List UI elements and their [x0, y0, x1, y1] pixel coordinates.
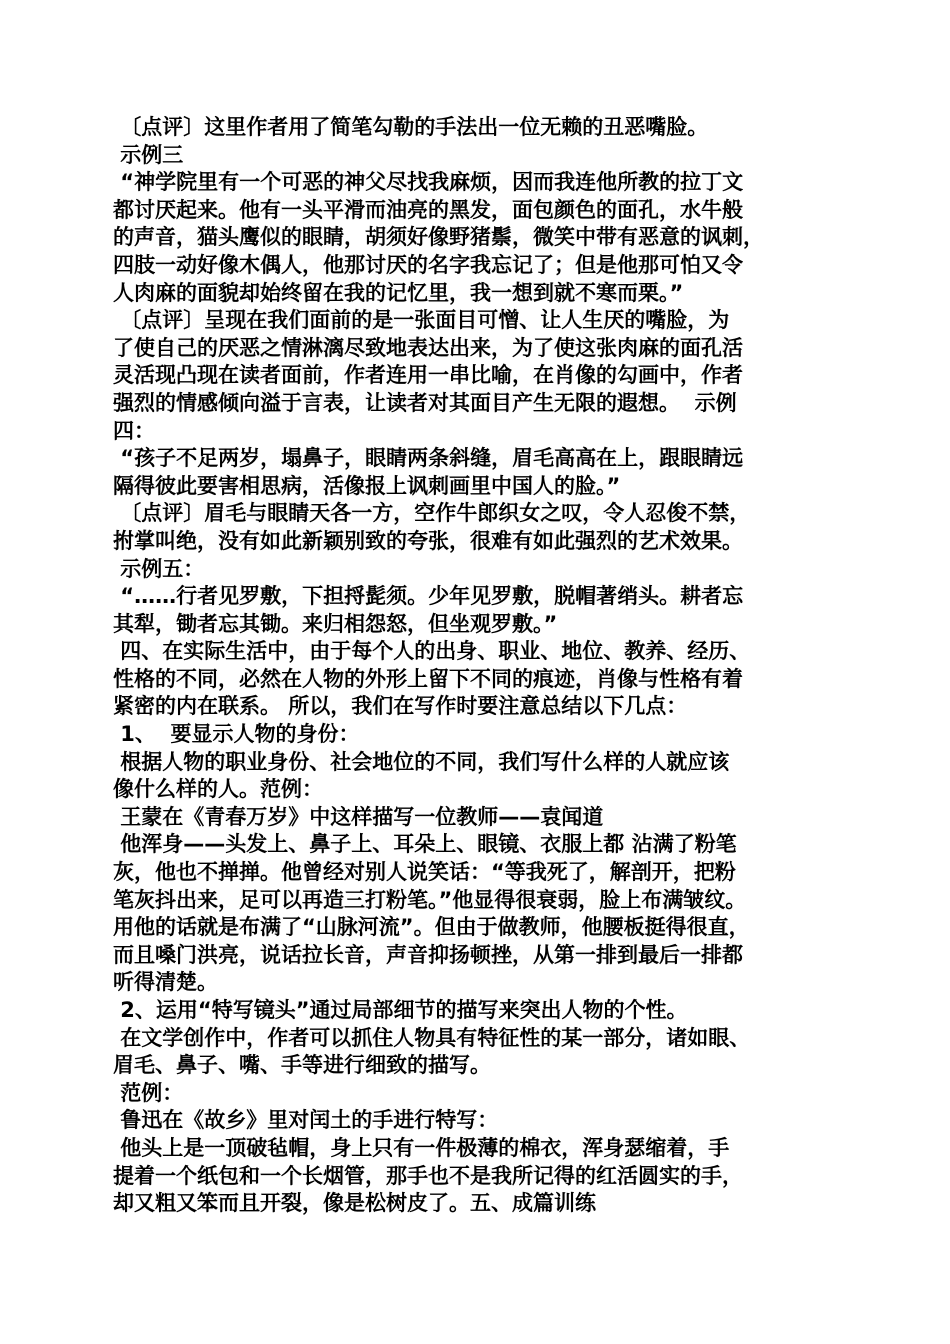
text-line: 笔灰抖出来，足可以再造三打粉笔。”他显得很衰弱，脸上布满皱纹。	[113, 887, 747, 912]
text-line: 用他的话就是布满了“山脉河流”。但由于做教师，他腰板挺得很直，	[113, 915, 750, 940]
text-line: 四：	[113, 418, 155, 443]
document-body	[113, 114, 838, 1218]
text-line: 眉毛、鼻子、嘴、手等进行细致的描写。	[113, 1053, 491, 1078]
text-line: 灵活现凸现在读者面前，作者连用一串比喻，在肖像的勾画中，作者	[113, 363, 743, 388]
text-line: 〔点评〕呈现在我们面前的是一张面目可憎、让人生厌的嘴脸，为	[113, 308, 730, 333]
text-line: 都讨厌起来。他有一头平滑而油亮的黑发，面包颜色的面孔，水牛般	[113, 197, 743, 222]
text-line: 拊掌叫绝，没有如此新颖别致的夸张，很难有如此强烈的艺术效果。	[113, 528, 743, 553]
text-line: “……行者见罗敷，下担捋髭须。少年见罗敷，脱帽著绡头。耕者忘	[113, 584, 744, 609]
text-line: 在文学创作中，作者可以抓住人物具有特征性的某一部分，诸如眼、	[113, 1025, 751, 1050]
text-line: 而且嗓门洪亮，说话拉长音，声音抑扬顿挫，从第一排到最后一排都	[113, 942, 743, 967]
text-line: 1、 要显示人物的身份：	[113, 722, 360, 747]
text-line: 强烈的情感倾向溢于言表，让读者对其面目产生无限的遐想。 示例	[113, 390, 737, 415]
text-line: 示例五：	[113, 556, 205, 581]
text-line: 2、运用“特写镜头”通过局部细节的描写来突出人物的个性。	[113, 998, 688, 1022]
text-line: 人肉麻的面貌却始终留在我的记忆里，我一想到就不寒而栗。”	[113, 280, 684, 305]
text-line: 〔点评〕眉毛与眼睛天各一方，空作牛郎织女之叹，令人忍俊不禁，	[113, 501, 751, 526]
text-line: 听得清楚。	[113, 970, 218, 995]
text-line: “孩子不足两岁，塌鼻子，眼睛两条斜缝，眉毛高高在上，跟眼睛远	[113, 446, 744, 471]
text-line: 四、在实际生活中，由于每个人的出身、职业、地位、教养、经历、	[113, 639, 751, 664]
text-line: 鲁迅在《故乡》里对闰土的手进行特写：	[113, 1108, 499, 1133]
text-line: 却又粗又笨而且开裂，像是松树皮了。五、成篇训练	[113, 1191, 596, 1216]
text-line: 了使自己的厌恶之情淋漓尽致地表达出来，为了使这张肉麻的面孔活	[113, 335, 743, 360]
text-line: 示例三	[113, 142, 184, 167]
text-line: 的声音，猫头鹰似的眼睛，胡须好像野猪鬃，微笑中带有恶意的讽刺，	[113, 225, 764, 250]
text-line: 范例：	[113, 1080, 184, 1105]
text-line: 四肢一动好像木偶人，他那讨厌的名字我忘记了；但是他那可怕又令	[113, 252, 743, 277]
text-line: “神学院里有一个可恶的神父尽找我麻烦，因而我连他所教的拉丁文	[113, 170, 744, 195]
text-line: 他浑身——头发上、鼻子上、耳朵上、眼镜、衣服上都 沾满了粉笔	[113, 832, 737, 857]
text-line: 紧密的内在联系。 所以，我们在写作时要注意总结以下几点：	[113, 694, 688, 719]
text-line: 灰，他也不掸掸。他曾经对别人说笑话：“等我死了，解剖开，把粉	[113, 860, 736, 885]
text-line: 性格的不同，必然在人物的外形上留下不同的痕迹，肖像与性格有着	[113, 666, 743, 691]
text-line: 其犁，锄者忘其锄。来归相怨怒，但坐观罗敷。”	[113, 611, 558, 636]
text-line: 根据人物的职业身份、社会地位的不同，我们写什么样的人就应该	[113, 749, 730, 774]
text-line: 提着一个纸包和一个长烟管，那手也不是我所记得的红活圆实的手，	[113, 1163, 743, 1188]
text-line: 〔点评〕这里作者用了简笔勾勒的手法出一位无赖的丑恶嘴脸。	[113, 115, 709, 139]
text-line: 隔得彼此要害相思病，活像报上讽刺画里中国人的脸。”	[113, 473, 621, 498]
text-line: 像什么样的人。范例：	[113, 777, 323, 802]
text-line: 他头上是一顶破毡帽，身上只有一件极薄的棉衣，浑身瑟缩着，手	[113, 1135, 730, 1160]
text-line: 王蒙在《青春万岁》中这样描写一位教师——袁闻道	[113, 804, 604, 829]
